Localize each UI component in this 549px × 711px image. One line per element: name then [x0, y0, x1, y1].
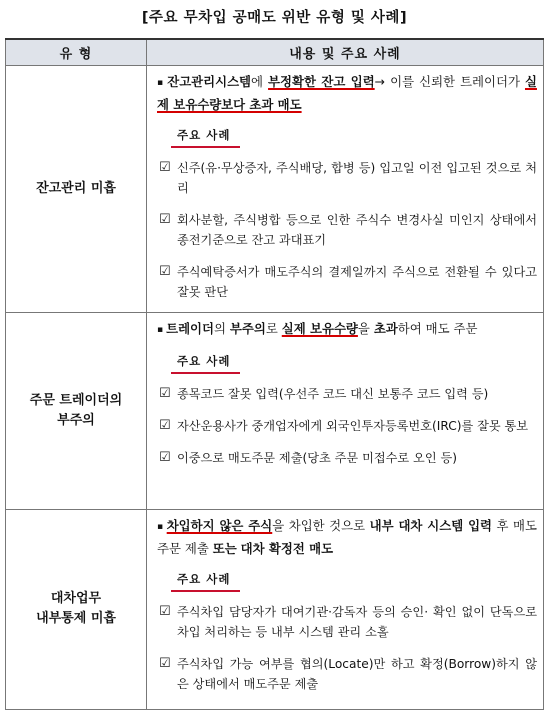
item-text: 신주(유·무상증자, 주식배당, 합병 등) 입고일 이전 입고된 것으로 처리: [177, 160, 537, 195]
lead-text: 을: [357, 320, 374, 336]
lead-text: 의: [214, 320, 230, 336]
table-row: [6, 65, 544, 312]
type-cell: [6, 509, 147, 709]
list-item: [157, 654, 537, 694]
case-label: 주요 사례: [171, 351, 240, 374]
list-item: [157, 384, 537, 404]
header-type: 유 형: [6, 39, 147, 65]
bullet-icon: ▪: [157, 324, 164, 335]
checkbox-icon: ☑: [159, 263, 171, 279]
case-label: 주요 사례: [171, 569, 240, 592]
checkbox-icon: ☑: [159, 211, 171, 227]
type-label: 내부통제 미흡: [36, 611, 116, 626]
item-text: 주식차입 가능 여부를 협의(Locate)만 하고 확정(Borrow)하지 않은 상태에서 매도주문 제출: [177, 656, 537, 691]
item-text: 자산운용사가 중개업자에게 외국인투자등록번호(IRC)를 잘못 통보: [177, 418, 529, 433]
type-label: 부주의: [57, 412, 95, 428]
checkbox-icon: ☑: [159, 655, 171, 671]
lead-text: 후 매도주문 제출: [157, 517, 537, 556]
document-title: [주요 무차입 공매도 위반 유형 및 사례]: [141, 10, 408, 26]
item-text: 이중으로 매도주문 제출(당초 주문 미접수로 오인 등): [177, 450, 457, 465]
lead-text: 부정확한 잔고 입력: [268, 73, 375, 89]
table-header-row: [6, 39, 544, 65]
checkbox-icon: ☑: [159, 417, 171, 433]
content-cell: [147, 509, 544, 709]
list-item: [157, 602, 537, 642]
lead-text: 또는: [212, 540, 237, 556]
lead-text: 로: [265, 320, 282, 336]
type-cell: [6, 65, 147, 312]
type-label: 주문 트레이더의: [29, 392, 123, 408]
list-item: [157, 262, 537, 302]
type-label: 대차업무: [50, 591, 102, 606]
item-text: 주식차입 담당자가 대여기관·감독자 등의 승인· 확인 없이 단독으로 차입 처리하는 등 내부 시스템 관리 소홀: [177, 604, 537, 639]
lead-text: 에: [251, 73, 269, 89]
lead-summary: [157, 515, 537, 559]
item-text: 주식예탁증서가 매도주식의 결제일까지 주식으로 전환될 수 있다고 잘못 판단: [177, 264, 537, 299]
item-text: 종목코드 잘못 입력(우선주 코드 대신 보통주 코드 입력 등): [177, 386, 489, 401]
case-label: 주요 사례: [171, 125, 240, 148]
list-item: [157, 416, 537, 436]
lead-summary: [157, 318, 537, 341]
lead-text: 초과: [373, 320, 398, 336]
lead-text: 실제 보유수량: [281, 320, 358, 336]
lead-text: 하여 매도 주문: [397, 320, 478, 336]
bullet-icon: ▪: [157, 521, 164, 532]
lead-text: 트레이더: [166, 320, 214, 336]
type-label: 잔고관리 미흡: [36, 180, 116, 196]
lead-summary: [157, 71, 537, 115]
table-row: [6, 509, 544, 709]
checkbox-icon: ☑: [159, 385, 171, 401]
lead-text: 부주의: [229, 320, 266, 336]
content-cell: [147, 65, 544, 312]
checkbox-icon: ☑: [159, 159, 171, 175]
checkbox-icon: ☑: [159, 449, 171, 465]
item-text: 회사분할, 주식병합 등으로 인한 주식수 변경사실 미인지 상태에서 종전기준으로 잔고 과대표기: [177, 212, 537, 247]
violation-types-table: [5, 38, 544, 710]
lead-text: 을 차입한 것으로: [272, 517, 370, 533]
checkbox-icon: ☑: [159, 603, 171, 619]
type-cell: [6, 312, 147, 509]
lead-text: 대차 확정전 매도: [240, 540, 334, 556]
list-item: [157, 158, 537, 198]
content-cell: [147, 312, 544, 509]
list-item: [157, 210, 537, 250]
lead-text: 잔고관리시스템: [167, 73, 252, 89]
lead-text: 차입하지 않은 주식: [166, 517, 273, 533]
lead-text: 내부 대차 시스템 입력: [369, 517, 493, 533]
header-content: 내용 및 주요 사례: [147, 39, 544, 65]
bullet-icon: ▪: [157, 77, 165, 88]
lead-text: 실제 보유수량보다 초과 매도: [157, 73, 537, 112]
list-item: [157, 448, 537, 468]
lead-text: → 이를 신뢰한 트레이더가: [374, 73, 525, 89]
table-row: [6, 312, 544, 509]
